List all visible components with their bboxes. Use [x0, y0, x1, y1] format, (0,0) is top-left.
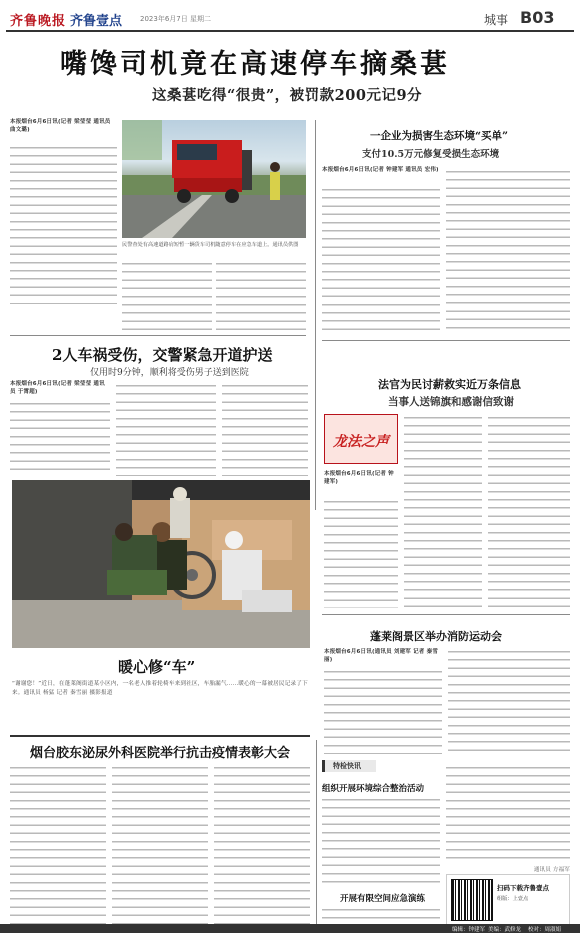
ambulance-body-col1 — [10, 400, 110, 476]
eco-dateline: 本报烟台6月6日讯(记者 钟建军 通讯员 宏伟) — [322, 167, 439, 173]
fire-headline: 蓬莱阁景区举办消防运动会 — [370, 630, 502, 643]
masthead-rule — [6, 30, 574, 32]
eco-headline: 一企业为损害生态环境“买单” — [370, 130, 509, 142]
masthead-app-name: 齐鲁壹点 — [70, 14, 123, 29]
fire-dateline: 本报烟台6月6日讯(通讯员 刘建军 记者 秦雪丽) — [324, 649, 439, 664]
ambulance-body-col3 — [222, 382, 308, 476]
fire-body-col2 — [448, 648, 570, 754]
eco-subhead: 支付10.5万元修复受损生态环境 — [362, 149, 500, 160]
qr-code-icon[interactable] — [451, 879, 493, 921]
special-item1-body1 — [322, 796, 440, 886]
hospital-headline: 烟台胶东泌尿外科医院举行抗击疫情表彰大会 — [30, 746, 291, 761]
footer-box — [446, 874, 570, 930]
repair-photo — [12, 480, 310, 648]
qr-label: 扫码下载齐鲁壹点 — [497, 884, 549, 892]
fire-body-col1 — [324, 668, 442, 754]
court-headline: 法官为民讨薪救实近万条信息 — [378, 378, 521, 391]
section-name: 城事 — [484, 13, 509, 27]
hospital-body-col1 — [10, 764, 106, 928]
masthead-paper-name: 齐鲁晚报 — [10, 14, 67, 29]
ambulance-subhead: 仅用时9分钟，顺利将受伤男子送到医院 — [90, 368, 249, 378]
lead-subhead: 这桑葚吃得“很贵”，被罚款200元记9分 — [152, 87, 423, 104]
eco-body-col1 — [322, 186, 440, 332]
hospital-body-col3 — [214, 764, 310, 928]
footer-credits — [0, 924, 580, 933]
masthead-date: 2023年6月7日 星期二 — [140, 15, 211, 23]
court-dateline: 本报烟台6月6日讯(记者 钟建军) — [324, 471, 394, 486]
court-body-col2 — [404, 414, 482, 608]
lead-body-col3 — [216, 260, 306, 330]
court-badge-text: 龙法之声 — [333, 434, 389, 450]
court-body-col1 — [324, 498, 398, 608]
special-credit: 通讯员 方福军 — [533, 867, 570, 873]
lead-body-col1 — [10, 144, 117, 304]
court-badge — [324, 414, 398, 464]
footer-design: 美编：武修龙 — [488, 927, 522, 933]
special-item1-body2 — [446, 764, 570, 864]
lead-headline: 嘴馋司机竟在高速停车摘桑葚 — [60, 49, 450, 80]
ambulance-dateline: 本报烟台6月6日讯(记者 梁莹莹 通讯员 于霄超) — [10, 381, 105, 396]
special-label-box — [322, 760, 376, 772]
court-body-col3 — [488, 414, 570, 608]
special-item1-title: 组织开展环境综合整治活动 — [322, 784, 425, 794]
footer-proof: 校对：周淑娟 — [528, 927, 562, 933]
footer-editor: 编辑：钟建军 — [452, 927, 486, 933]
special-label: 特检快讯 — [333, 762, 361, 770]
lead-dateline: 本报烟台6月6日讯(记者 梁莹莹 通讯员 曲文璐) — [10, 119, 111, 134]
court-subhead: 当事人送锦旗和感谢信致谢 — [388, 396, 514, 408]
ambulance-body-col2 — [116, 382, 216, 476]
special-item2-title: 开展有限空间应急演练 — [340, 894, 426, 904]
footer-review: 组版：上壹点 — [497, 896, 529, 902]
lead-body-col2 — [122, 260, 212, 330]
eco-body-col2 — [446, 168, 570, 332]
ambulance-headline: 2人车祸受伤，交警紧急开道护送 — [52, 346, 273, 364]
lead-photo — [122, 120, 306, 238]
repair-headline: 暖心修“车” — [118, 658, 196, 676]
lead-photo-caption: 民警查处有高速道路肩短暂一辆货车司机随意停车在应急车道上。通讯员供图 — [122, 242, 299, 248]
page-number: B03 — [520, 8, 555, 27]
repair-caption: “谢谢您！”近日，在蓬莱阁街道某小区内，一名老人推着轮椅车来到社区，车胎漏气……暖心的一幕被居民记录了下来。通讯员 杨猛 记者 秦雪丽 摄影报道 — [12, 681, 308, 696]
hospital-body-col2 — [112, 764, 208, 928]
